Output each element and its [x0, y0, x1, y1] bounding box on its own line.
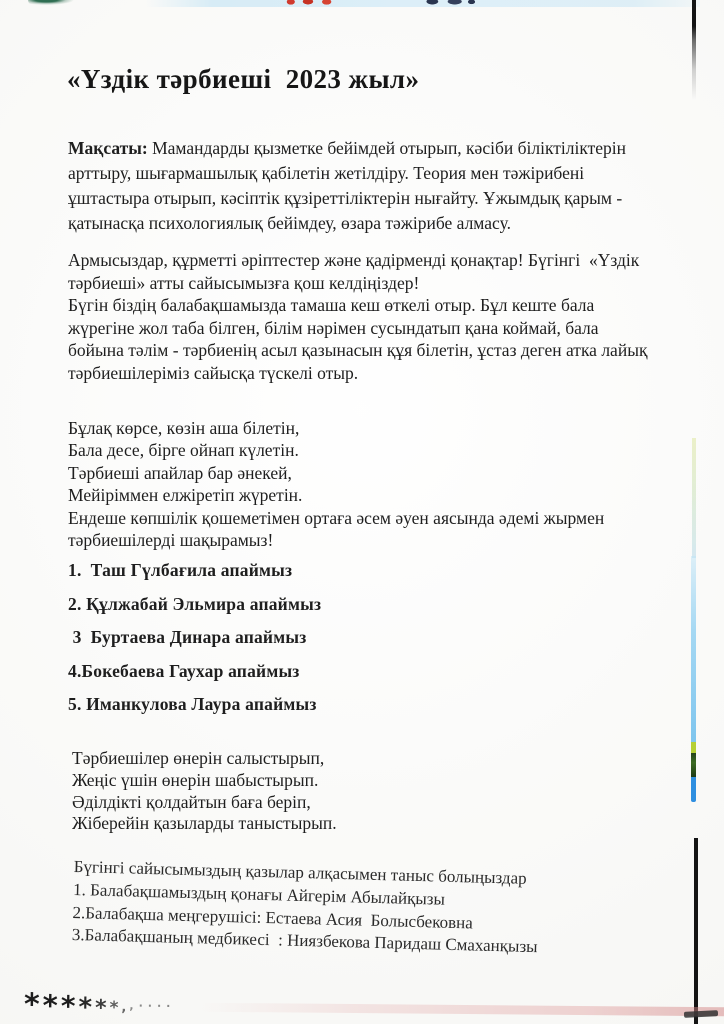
participant-item: 1. Таш Гүлбағила апаймыз	[68, 560, 293, 580]
asterisk-icon: *	[60, 989, 76, 1023]
text-line: Армысыздар, құрметті әріптестер және қадірменді қонақтар! Бүгінгі «Үздік	[68, 250, 640, 270]
text-line: тәрбиешілеріміз сайысқа түскелі отыр.	[68, 362, 359, 383]
text-line: бойына тәлім - тәрбиенің асыл қазынасын құя білетін, ұстаз деген атка лайық	[68, 340, 648, 361]
asterisk-icon: *	[94, 995, 107, 1022]
scan-right-edge-darkgreen-strip	[691, 753, 696, 777]
text-line: жүрегіне жол таба білген, білім нәрімен сусындатып қана коймай, бала	[68, 317, 599, 338]
jury-section	[72, 856, 540, 959]
asterisk-icon: ·	[138, 999, 143, 1013]
goal-first-line: Мамандарды қызметке бейімдей отырып, кәсіби біліктіліктерін	[147, 138, 627, 158]
text-line: Жеңіс үшін өнерін шабыстырып.	[72, 769, 319, 790]
text-line: Тәрбиеші апайлар бар әнекей,	[68, 462, 292, 483]
asterisk-icon: ·	[156, 999, 162, 1013]
asterisk-icon: ,	[129, 999, 134, 1013]
text-line: тәрбиешілерді шақырамыз!	[68, 530, 274, 551]
asterisk-icon: *	[109, 998, 119, 1019]
goal-lines	[68, 161, 626, 236]
jury-item: 1. Балабақшамыздың қонағы Айгерім Абылайқызы	[72, 879, 446, 909]
participants-list	[68, 560, 321, 728]
red-ink-mark	[283, 0, 335, 6]
document-title: «Үздік тәрбиеші 2023 жыл»	[67, 64, 420, 94]
scan-right-edge-lightblue-strip	[691, 556, 696, 744]
text-line: арттыру, шығармашылық қабілетін жетілдіру. Теория мен тәжірибені	[68, 163, 585, 183]
text-line: тәрбиеші» атты сайысымызға қош келдіңіздер!	[68, 272, 420, 293]
jury-poem	[72, 748, 337, 835]
scan-right-edge-yellowgreen-strip	[691, 742, 696, 753]
asterisk-icon: ,	[121, 1000, 127, 1016]
participant-item: 3 Буртаева Динара апаймыз	[68, 627, 307, 647]
jury-list	[72, 879, 539, 960]
greeting-paragraph	[68, 249, 647, 385]
text-line: Ендеше көпшілік қошеметімен ортаға әсем әуен аясында әдемі жырмен	[68, 507, 605, 528]
pink-smear-artifact	[200, 1003, 724, 1017]
asterisk-icon: *	[78, 992, 93, 1023]
participant-item: 4.Бокебаева Гаухар апаймыз	[68, 660, 300, 681]
text-line: Тәрбиешілер өнерін салыстырып,	[72, 748, 325, 768]
jury-heading: Бүгінгі сайысымыздың қазылар алқасымен таныс болыңыздар	[73, 856, 527, 888]
text-line: Жіберейін қазыларды таныстырып.	[72, 813, 337, 834]
asterisk-row-decoration	[23, 981, 176, 1023]
text-line	[68, 136, 626, 161]
goal-paragraph	[68, 136, 626, 236]
jury-item: 3.Балабақшаның медбикесі : Ниязбекова Паридаш Смаханқызы	[71, 925, 538, 957]
scan-right-edge-black-line	[694, 838, 698, 1024]
participant-item: 5. Иманкулова Лаура апаймыз	[68, 694, 317, 714]
text-line: Бүгін біздің балабақшамызда тамаша кеш өткелі отыр. Бұл кеште бала	[68, 295, 595, 316]
jury-item: 2.Балабақша меңгерушісі: Естаева Асия Болысбековна	[72, 902, 474, 933]
scan-right-edge-black-top	[692, 0, 696, 100]
green-ink-mark	[28, 0, 74, 5]
asterisk-icon: *	[23, 987, 40, 1023]
asterisk-icon: *	[42, 988, 58, 1023]
text-line: Бұлақ көрсе, көзін аша білетін,	[68, 418, 300, 438]
scan-right-edge-blue-strip	[691, 777, 696, 802]
text-line: ұштастыра отырып, кәсіптік құзіреттіліктерін нығайту. Ұжымдық қарым -	[68, 188, 623, 208]
asterisk-icon: ·	[147, 999, 153, 1013]
text-line: Бала десе, бірге ойнап күлетін.	[68, 440, 299, 461]
text-line: қатынасқа психологиялық бейімдеу, өзара тәжірибе алмасу.	[68, 213, 511, 233]
invitation-poem	[68, 417, 604, 551]
dark-ink-mark	[420, 0, 476, 6]
participant-item: 2. Құлжабай Эльмира апаймыз	[68, 593, 322, 614]
asterisk-icon: ·	[166, 999, 171, 1013]
text-line: Мейіріммен елжіретіп жүретін.	[68, 485, 303, 506]
scan-right-edge-flecks	[692, 438, 696, 558]
goal-label: Мақсаты:	[68, 138, 148, 158]
bottom-right-corner-mark	[684, 1010, 718, 1018]
text-line: Әділдікті қолдайтын баға беріп,	[72, 791, 311, 812]
